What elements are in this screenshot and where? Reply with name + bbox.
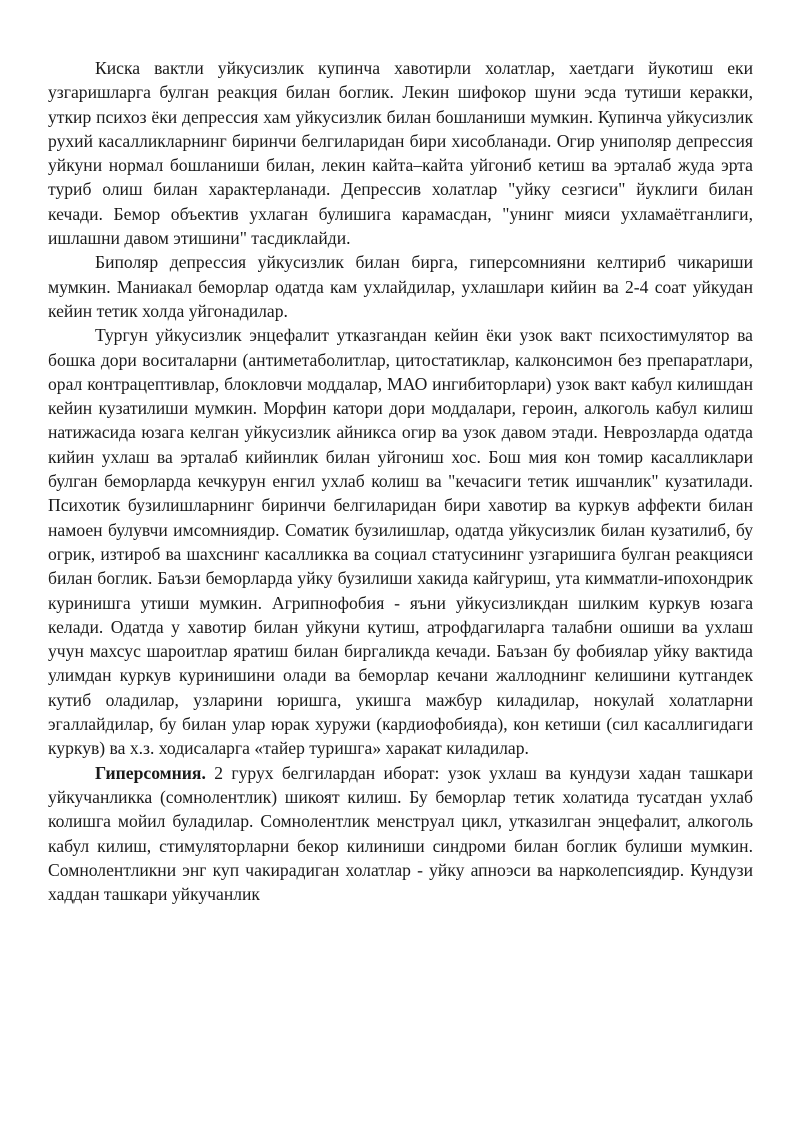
paragraph-bipolar-depression bbox=[48, 250, 753, 323]
paragraph-text: Тургун уйкусизлик энцефалит утказгандан кейин ёки узок вакт психостимулятор ва бошка дори воситаларни (антиметаболитлар, цитостатиклар, калконсимон без препаратлари, орал контрацептивлар, блокловчи моддалар, МАО ингибиторлари) узок вакт кабул килишдан кейин кузатилиши мумкин. Морфин катори дори моддалари, героин, алкоголь кабул килиш натижасида юзага келган уйкусизлик айникса огир ва узок давом этади. Неврозларда одатда кийин ухлаш ва эрталаб кийинлик билан уйгониш хос. Бош мия кон томир касалликлари булган беморларда кечкурун енгил ухлаб колиш ва "кечасиги тетик ишчанлик" кузатилади. Психотик бузилишларнинг биринчи белгиларидан бири хавотир ва куркув аффекти билан намоен булувчи имсомниядир. Соматик бузилишлар, одатда уйкусизлик билан кузатилиб, бу огрик, изтироб ва шахснинг касалликка ва социал статусининг узгаришига булган реакцияси билан боглик. Баъзи беморларда уйку бузилиши хакида кайгуриш, ута кимматли-ипохондрик куринишга утиши мумкин. Агрипнофобия - яъни уйкусизликдан шилким куркув юзага келади. Одатда у хавотир билан уйкуни кутиш, атрофдагиларга талабни ошиши ва ухлаш учун махсус шароитлар яратиш билан биргаликда кечади. Баъзан бу фобиялар уйку вактида улимдан куркув куринишини олади ва беморлар кечани жаллоднинг келишини кутгандек кутиб оладилар, узларини юришга, укишга мажбур киладилар, нокулай холатларни эгаллайдилар, бу билан улар юрак хуружи (кардиофобияда), кон кетиши (сил касаллигидаги куркув) ва х.з. ходисаларга «тайер туришга» харакат киладилар. bbox=[48, 325, 753, 759]
paragraph-persistent-insomnia bbox=[48, 323, 753, 760]
paragraph-text: 2 гурух белгилардан иборат: узок ухлаш ва кундузи хадан ташкари уйкучанликка (сомнолентлик) шикоят килиш. Бу беморлар тетик холатида тусатдан ухлаб колишга мойил буладилар. Сомнолентлик менструал цикл, утказилган энцефалит, алкоголь кабул килиш, стимуляторларни бекор килиниши синдроми билан боглик булиши мумкин. Сомнолентликни энг куп чакирадиган холатлар - уйку апноэси ва нарколепсиядир. Кундузи хаддан ташкари уйкучанлик bbox=[48, 762, 753, 905]
document-page bbox=[48, 56, 753, 906]
paragraph-short-term-insomnia bbox=[48, 56, 753, 250]
paragraph-text: Биполяр депрессия уйкусизлик билан бирга, гиперсомнияни келтириб чикариши мумкин. Маниакал беморлар одатда кам ухлайдилар, ухлашлари кийин ва 2-4 соат уйкудан кейин тетик холда уйгонадилар. bbox=[48, 252, 753, 321]
paragraph-text: Киска вактли уйкусизлик купинча хавотирли холатлар, хаетдаги йукотиш еки узгаришларга булган реакция билан боглик. Лекин шифокор шуни эсда тутиши керакки, уткир психоз ёки депрессия хам уйкусизлик билан бошланиши мумкин. Купинча уйкусизлик рухий касалликларнинг биринчи белгиларидан бири хисобланади. Огир униполяр депрессия уйкуни нормал бошланиши билан, лекин кайта–кайта уйгониб кетиш ва эрталаб жуда эрта туриб олиш билан характерланади. Депрессив холатлар "уйку сезгиси" йуклиги билан кечади. Бемор объектив ухлаган булишига карамасдан, "унинг мияси ухламаётганлиги, ишлашни давом этишини" тасдиклайди. bbox=[48, 58, 753, 249]
paragraph-hypersomnia bbox=[48, 761, 753, 907]
section-heading-hypersomnia: Гиперсомния. bbox=[95, 762, 206, 783]
